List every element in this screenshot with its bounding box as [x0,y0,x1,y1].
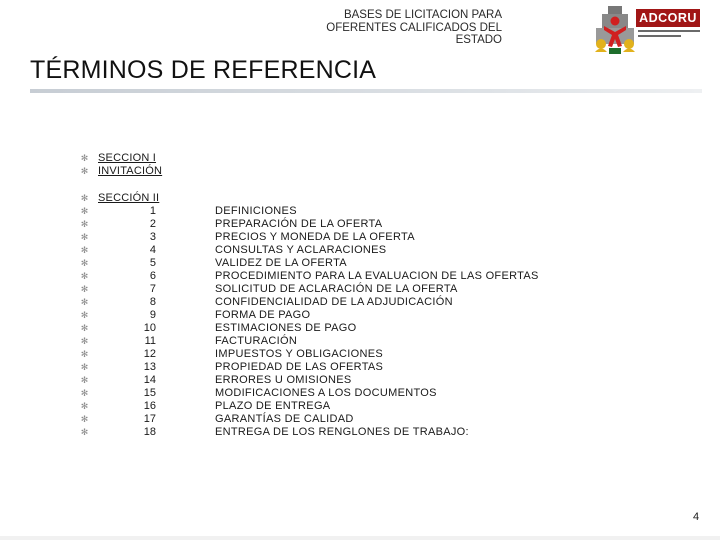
list-item [98,205,618,218]
item-number: 1 [149,205,156,217]
item-number: 6 [149,270,156,282]
bullet-icon: ✻ [80,153,89,163]
list-item [98,335,618,348]
item-description: ERRORES U OMISIONES [215,374,352,386]
item-description: PLAZO DE ENTREGA [215,400,331,412]
bullet-icon: ✻ [80,166,89,176]
item-number: 2 [149,218,156,230]
item-description: DEFINICIONES [215,205,297,217]
list-item [98,426,618,439]
item-description: FORMA DE PAGO [215,309,311,321]
document-header [242,9,502,47]
list-item [98,257,618,270]
bullet-icon: ✻ [80,310,89,320]
footer-bar [0,536,720,540]
bullet-icon: ✻ [80,414,89,424]
adcoru-logo [592,4,704,60]
bullet-icon: ✻ [80,245,89,255]
page-number: 4 [693,511,700,523]
list-item [98,296,618,309]
bullet-icon: ✻ [80,297,89,307]
bullet-icon: ✻ [80,349,89,359]
item-number: 18 [143,426,156,438]
bullet-icon: ✻ [80,336,89,346]
item-description: PRECIOS Y MONEDA DE LA OFERTA [215,231,415,243]
item-number: 16 [143,400,156,412]
title-underline [30,89,702,93]
item-description: IMPUESTOS Y OBLIGACIONES [215,348,383,360]
bullet-icon: ✻ [80,375,89,385]
item-number: 11 [144,335,156,347]
bullet-icon: ✻ [80,323,89,333]
item-description: SOLICITUD DE ACLARACIÓN DE LA OFERTA [215,283,458,295]
item-number: 13 [143,361,156,373]
item-description: FACTURACIÓN [215,335,298,347]
list-item [98,270,618,283]
header-line: ESTADO [455,34,502,46]
list-item [98,218,618,231]
item-description: PROCEDIMIENTO PARA LA EVALUACION DE LAS OFERTAS [215,270,539,282]
bullet-icon: ✻ [80,219,89,229]
bullet-icon: ✻ [80,284,89,294]
item-number: 15 [143,387,156,399]
page-title: TÉRMINOS DE REFERENCIA [30,56,377,84]
item-number: 10 [143,322,156,334]
bullet-icon: ✻ [80,271,89,281]
list-item [98,244,618,257]
logo-tagline-marks [638,30,700,40]
list-item [98,361,618,374]
section-1-heading: SECCION I [98,152,157,164]
list-item [98,348,618,361]
item-number: 4 [149,244,156,256]
header-line: BASES DE LICITACION PARA [343,9,502,21]
item-number: 8 [149,296,156,308]
list-item [98,322,618,335]
item-number: 12 [143,348,156,360]
bullet-icon: ✻ [80,401,89,411]
emblem-icon [592,4,640,60]
item-number: 14 [143,374,156,386]
list-item [98,387,618,400]
item-number: 17 [143,413,156,425]
list-item [98,413,618,426]
list-item [98,283,618,296]
bullet-icon: ✻ [80,362,89,372]
list-item [98,231,618,244]
item-description: VALIDEZ DE LA OFERTA [215,257,347,269]
bullet-icon: ✻ [80,388,89,398]
bullet-icon: ✻ [80,258,89,268]
item-description: ESTIMACIONES DE PAGO [215,322,357,334]
list-item [98,374,618,387]
bullet-icon: ✻ [80,206,89,216]
item-description: CONFIDENCIALIDAD DE LA ADJUDICACIÓN [215,296,453,308]
item-description: CONSULTAS Y ACLARACIONES [215,244,387,256]
item-number: 5 [149,257,156,269]
item-number: 9 [149,309,156,321]
header-line: OFERENTES CALIFICADOS DEL [326,21,502,34]
item-description: GARANTÍAS DE CALIDAD [215,413,354,425]
logo-wordmark: ADCORU [636,9,700,27]
item-number: 7 [149,283,156,295]
item-description: MODIFICACIONES A LOS DOCUMENTOS [215,387,437,399]
bullet-icon: ✻ [80,232,89,242]
item-description: PROPIEDAD DE LAS OFERTAS [215,361,384,373]
section-2-heading: SECCIÓN II [98,192,160,204]
list-item [98,400,618,413]
item-description: ENTREGA DE LOS RENGLONES DE TRABAJO: [215,426,469,438]
section-1-subheading: INVITACIÓN [98,165,163,177]
bullet-icon: ✻ [80,193,89,203]
item-description: PREPARACIÓN DE LA OFERTA [215,218,383,230]
item-number: 3 [149,231,156,243]
list-item [98,309,618,322]
bullet-icon: ✻ [80,427,89,437]
